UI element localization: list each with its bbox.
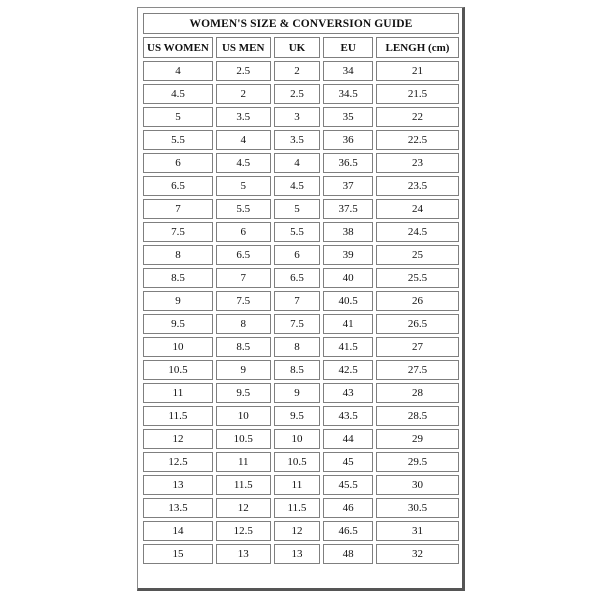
table-row xyxy=(143,314,459,334)
cell-us-women: 12 xyxy=(143,429,213,449)
table-row xyxy=(143,291,459,311)
table-row xyxy=(143,429,459,449)
header-length-cm: LENGH (cm) xyxy=(376,37,459,58)
cell-eu: 46.5 xyxy=(323,521,373,541)
table-row xyxy=(143,153,459,173)
cell-length-cm: 25 xyxy=(376,245,459,265)
table-row xyxy=(143,521,459,541)
cell-eu: 41.5 xyxy=(323,337,373,357)
cell-us-women: 10.5 xyxy=(143,360,213,380)
cell-eu: 36.5 xyxy=(323,153,373,173)
cell-eu: 40 xyxy=(323,268,373,288)
cell-us-men: 9.5 xyxy=(216,383,271,403)
cell-eu: 37 xyxy=(323,176,373,196)
header-eu: EU xyxy=(323,37,373,58)
cell-eu: 48 xyxy=(323,544,373,564)
cell-length-cm: 28.5 xyxy=(376,406,459,426)
cell-us-women: 7.5 xyxy=(143,222,213,242)
cell-eu: 37.5 xyxy=(323,199,373,219)
cell-us-women: 6.5 xyxy=(143,176,213,196)
cell-length-cm: 22 xyxy=(376,107,459,127)
cell-eu: 38 xyxy=(323,222,373,242)
cell-eu: 45 xyxy=(323,452,373,472)
cell-eu: 35 xyxy=(323,107,373,127)
cell-eu: 40.5 xyxy=(323,291,373,311)
size-conversion-table xyxy=(140,10,462,567)
cell-length-cm: 22.5 xyxy=(376,130,459,150)
cell-us-men: 10.5 xyxy=(216,429,271,449)
table-row xyxy=(143,84,459,104)
cell-us-women: 9 xyxy=(143,291,213,311)
cell-uk: 3 xyxy=(274,107,321,127)
cell-eu: 41 xyxy=(323,314,373,334)
cell-length-cm: 25.5 xyxy=(376,268,459,288)
cell-length-cm: 27.5 xyxy=(376,360,459,380)
cell-us-men: 2.5 xyxy=(216,61,271,81)
cell-us-men: 3.5 xyxy=(216,107,271,127)
cell-us-men: 5.5 xyxy=(216,199,271,219)
cell-us-men: 8.5 xyxy=(216,337,271,357)
cell-eu: 45.5 xyxy=(323,475,373,495)
cell-eu: 36 xyxy=(323,130,373,150)
cell-length-cm: 21.5 xyxy=(376,84,459,104)
table-row xyxy=(143,176,459,196)
cell-eu: 39 xyxy=(323,245,373,265)
cell-uk: 9 xyxy=(274,383,321,403)
cell-length-cm: 30 xyxy=(376,475,459,495)
cell-us-men: 12 xyxy=(216,498,271,518)
cell-uk: 5.5 xyxy=(274,222,321,242)
cell-eu: 34.5 xyxy=(323,84,373,104)
cell-length-cm: 26 xyxy=(376,291,459,311)
table-row xyxy=(143,268,459,288)
cell-eu: 44 xyxy=(323,429,373,449)
cell-length-cm: 23.5 xyxy=(376,176,459,196)
cell-uk: 6.5 xyxy=(274,268,321,288)
cell-eu: 34 xyxy=(323,61,373,81)
cell-us-women: 12.5 xyxy=(143,452,213,472)
cell-us-women: 4.5 xyxy=(143,84,213,104)
cell-us-men: 12.5 xyxy=(216,521,271,541)
cell-us-men: 8 xyxy=(216,314,271,334)
cell-uk: 9.5 xyxy=(274,406,321,426)
table-row xyxy=(143,107,459,127)
table-row xyxy=(143,544,459,564)
cell-length-cm: 32 xyxy=(376,544,459,564)
title-row xyxy=(143,13,459,34)
header-us-men: US MEN xyxy=(216,37,271,58)
cell-uk: 3.5 xyxy=(274,130,321,150)
cell-length-cm: 27 xyxy=(376,337,459,357)
cell-us-men: 9 xyxy=(216,360,271,380)
cell-eu: 42.5 xyxy=(323,360,373,380)
cell-us-men: 13 xyxy=(216,544,271,564)
table-body xyxy=(143,61,459,564)
cell-us-women: 15 xyxy=(143,544,213,564)
table-row xyxy=(143,406,459,426)
table-row xyxy=(143,245,459,265)
cell-length-cm: 29.5 xyxy=(376,452,459,472)
cell-us-men: 4.5 xyxy=(216,153,271,173)
cell-us-women: 13 xyxy=(143,475,213,495)
cell-us-women: 6 xyxy=(143,153,213,173)
cell-length-cm: 26.5 xyxy=(376,314,459,334)
header-row xyxy=(143,37,459,58)
cell-us-men: 11.5 xyxy=(216,475,271,495)
cell-uk: 7 xyxy=(274,291,321,311)
cell-uk: 4 xyxy=(274,153,321,173)
cell-uk: 6 xyxy=(274,245,321,265)
cell-uk: 7.5 xyxy=(274,314,321,334)
cell-us-women: 13.5 xyxy=(143,498,213,518)
cell-us-men: 2 xyxy=(216,84,271,104)
cell-length-cm: 28 xyxy=(376,383,459,403)
table-row xyxy=(143,383,459,403)
table-row xyxy=(143,498,459,518)
cell-uk: 11 xyxy=(274,475,321,495)
cell-us-women: 11.5 xyxy=(143,406,213,426)
cell-us-women: 5 xyxy=(143,107,213,127)
header-uk: UK xyxy=(274,37,321,58)
cell-uk: 8.5 xyxy=(274,360,321,380)
cell-us-women: 8 xyxy=(143,245,213,265)
cell-us-women: 7 xyxy=(143,199,213,219)
cell-us-women: 11 xyxy=(143,383,213,403)
cell-us-men: 7.5 xyxy=(216,291,271,311)
cell-uk: 11.5 xyxy=(274,498,321,518)
cell-us-women: 14 xyxy=(143,521,213,541)
cell-uk: 5 xyxy=(274,199,321,219)
cell-length-cm: 31 xyxy=(376,521,459,541)
cell-us-men: 4 xyxy=(216,130,271,150)
cell-eu: 43.5 xyxy=(323,406,373,426)
table-row xyxy=(143,337,459,357)
cell-uk: 2 xyxy=(274,61,321,81)
cell-us-women: 10 xyxy=(143,337,213,357)
cell-us-men: 11 xyxy=(216,452,271,472)
cell-us-men: 7 xyxy=(216,268,271,288)
cell-uk: 12 xyxy=(274,521,321,541)
cell-uk: 2.5 xyxy=(274,84,321,104)
table-row xyxy=(143,360,459,380)
cell-length-cm: 21 xyxy=(376,61,459,81)
cell-us-men: 6.5 xyxy=(216,245,271,265)
cell-uk: 13 xyxy=(274,544,321,564)
cell-us-women: 8.5 xyxy=(143,268,213,288)
cell-us-women: 4 xyxy=(143,61,213,81)
cell-uk: 8 xyxy=(274,337,321,357)
cell-length-cm: 30.5 xyxy=(376,498,459,518)
table-row xyxy=(143,475,459,495)
cell-uk: 4.5 xyxy=(274,176,321,196)
cell-length-cm: 23 xyxy=(376,153,459,173)
table-row xyxy=(143,222,459,242)
cell-us-men: 6 xyxy=(216,222,271,242)
table-row xyxy=(143,452,459,472)
cell-us-men: 5 xyxy=(216,176,271,196)
cell-length-cm: 24.5 xyxy=(376,222,459,242)
header-us-women: US WOMEN xyxy=(143,37,213,58)
cell-uk: 10.5 xyxy=(274,452,321,472)
table-title: WOMEN'S SIZE & CONVERSION GUIDE xyxy=(143,13,459,34)
table-row xyxy=(143,130,459,150)
cell-eu: 46 xyxy=(323,498,373,518)
table-row xyxy=(143,199,459,219)
size-guide-frame xyxy=(137,7,465,591)
table-row xyxy=(143,61,459,81)
cell-us-men: 10 xyxy=(216,406,271,426)
cell-length-cm: 29 xyxy=(376,429,459,449)
cell-eu: 43 xyxy=(323,383,373,403)
cell-us-women: 5.5 xyxy=(143,130,213,150)
cell-us-women: 9.5 xyxy=(143,314,213,334)
cell-uk: 10 xyxy=(274,429,321,449)
cell-length-cm: 24 xyxy=(376,199,459,219)
